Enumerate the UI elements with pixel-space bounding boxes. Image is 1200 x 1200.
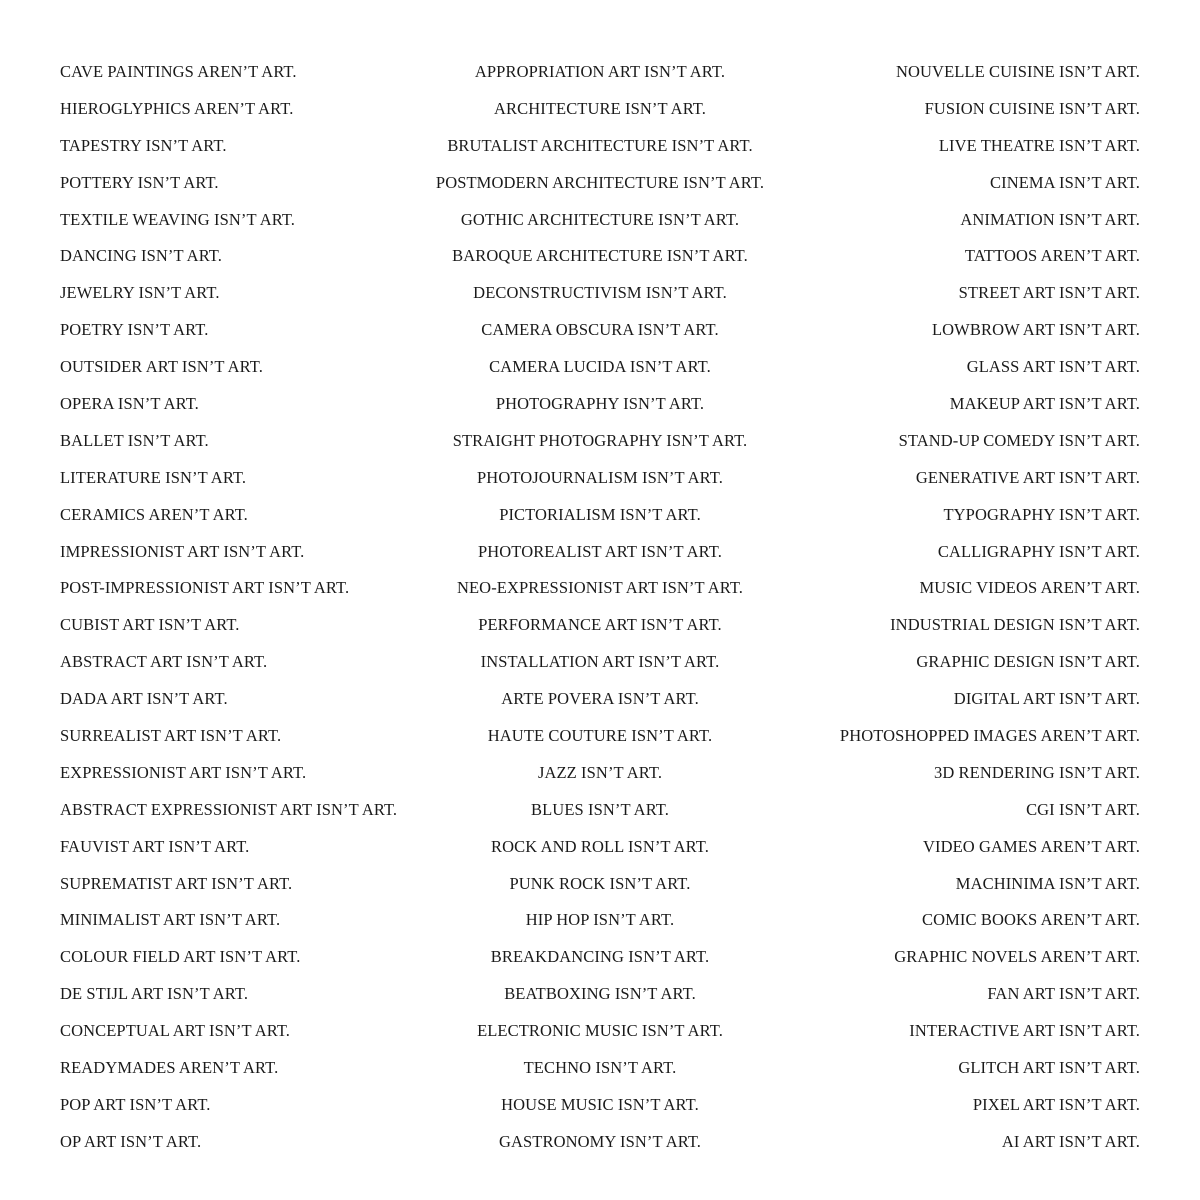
text-line: BREAKDANCING ISN’T ART.: [490, 947, 710, 967]
text-line: BALLET ISN’T ART.: [60, 430, 209, 450]
text-line: TATTOOS AREN’T ART.: [964, 246, 1140, 266]
text-line: CGI ISN’T ART.: [1026, 799, 1140, 819]
text-line: MAKEUP ART ISN’T ART.: [949, 394, 1140, 414]
text-line: BRUTALIST ARCHITECTURE ISN’T ART.: [447, 135, 753, 155]
text-line: ABSTRACT ART ISN’T ART.: [60, 652, 268, 672]
text-line: POTTERY ISN’T ART.: [60, 172, 219, 192]
text-line: ARCHITECTURE ISN’T ART.: [494, 98, 706, 118]
text-line: CAVE PAINTINGS AREN’T ART.: [60, 62, 297, 81]
text-line: POETRY ISN’T ART.: [60, 320, 209, 340]
text-line: FAN ART ISN’T ART.: [987, 984, 1140, 1004]
text-line: GLITCH ART ISN’T ART.: [958, 1058, 1140, 1078]
text-line: CONCEPTUAL ART ISN’T ART.: [60, 1021, 291, 1041]
text-line: ARTE POVERA ISN’T ART.: [501, 689, 699, 709]
text-line: NEO-EXPRESSIONIST ART ISN’T ART.: [456, 578, 744, 598]
text-line: GRAPHIC DESIGN ISN’T ART.: [916, 652, 1140, 672]
text-line: INDUSTRIAL DESIGN ISN’T ART.: [890, 615, 1140, 635]
text-line: OP ART ISN’T ART.: [60, 1131, 202, 1151]
text-line: CALLIGRAPHY ISN’T ART.: [937, 541, 1140, 561]
text-line: COLOUR FIELD ART ISN’T ART.: [60, 947, 301, 967]
text-line: PICTORIALISM ISN’T ART.: [499, 504, 701, 524]
text-line: DANCING ISN’T ART.: [60, 246, 222, 266]
text-line: HOUSE MUSIC ISN’T ART.: [501, 1094, 699, 1114]
text-line: HAUTE COUTURE ISN’T ART.: [487, 726, 713, 746]
text-line: GOTHIC ARCHITECTURE ISN’T ART.: [460, 209, 740, 229]
text-line: GASTRONOMY ISN’T ART.: [498, 1131, 702, 1151]
text-line: PUNK ROCK ISN’T ART.: [509, 873, 691, 893]
text-line: DECONSTRUCTIVISM ISN’T ART.: [473, 283, 727, 303]
text-line: TYPOGRAPHY ISN’T ART.: [943, 504, 1140, 524]
text-line: CUBIST ART ISN’T ART.: [60, 615, 240, 635]
text-line: STAND-UP COMEDY ISN’T ART.: [898, 430, 1140, 450]
text-line: VIDEO GAMES AREN’T ART.: [922, 836, 1140, 856]
column-left: [60, 54, 420, 1154]
text-line: INTERACTIVE ART ISN’T ART.: [909, 1021, 1140, 1041]
text-line: FAUVIST ART ISN’T ART.: [60, 836, 250, 856]
text-line: POSTMODERN ARCHITECTURE ISN’T ART.: [435, 172, 765, 192]
text-line: JAZZ ISN’T ART.: [537, 762, 663, 782]
text-line: GLASS ART ISN’T ART.: [966, 357, 1140, 377]
text-line: ANIMATION ISN’T ART.: [960, 209, 1140, 229]
text-line: AI ART ISN’T ART.: [1001, 1131, 1140, 1151]
text-line: MACHINIMA ISN’T ART.: [955, 873, 1140, 893]
text-line: PIXEL ART ISN’T ART.: [972, 1094, 1140, 1114]
text-line: POP ART ISN’T ART.: [60, 1094, 211, 1114]
text-grid: [60, 54, 1140, 1154]
text-line: CINEMA ISN’T ART.: [990, 172, 1140, 192]
text-line: OPERA ISN’T ART.: [60, 394, 199, 414]
text-line: DE STIJL ART ISN’T ART.: [60, 984, 249, 1004]
text-line: DADA ART ISN’T ART.: [60, 689, 228, 709]
text-line: 3D RENDERING ISN’T ART.: [933, 762, 1140, 782]
text-line: PHOTOSHOPPED IMAGES AREN’T ART.: [839, 726, 1140, 746]
text-line: LITERATURE ISN’T ART.: [60, 467, 247, 487]
text-line: PHOTOREALIST ART ISN’T ART.: [478, 541, 722, 561]
text-line: EXPRESSIONIST ART ISN’T ART.: [60, 762, 307, 782]
text-line: GENERATIVE ART ISN’T ART.: [915, 467, 1140, 487]
text-line: BEATBOXING ISN’T ART.: [504, 984, 696, 1004]
text-line: SURREALIST ART ISN’T ART.: [60, 726, 282, 746]
text-line: PHOTOJOURNALISM ISN’T ART.: [477, 467, 723, 487]
text-line: IMPRESSIONIST ART ISN’T ART.: [60, 541, 305, 561]
text-line: CERAMICS AREN’T ART.: [60, 504, 248, 524]
text-line: BAROQUE ARCHITECTURE ISN’T ART.: [452, 246, 748, 266]
text-line: HIP HOP ISN’T ART.: [525, 910, 675, 930]
text-line: MUSIC VIDEOS AREN’T ART.: [919, 578, 1140, 598]
text-line: COMIC BOOKS AREN’T ART.: [922, 910, 1140, 930]
text-line: PHOTOGRAPHY ISN’T ART.: [495, 394, 705, 414]
text-line: SUPREMATIST ART ISN’T ART.: [60, 873, 293, 893]
text-line: READYMADES AREN’T ART.: [60, 1058, 279, 1078]
text-line: LIVE THEATRE ISN’T ART.: [938, 135, 1140, 155]
text-line: ROCK AND ROLL ISN’T ART.: [491, 836, 709, 856]
text-line: MINIMALIST ART ISN’T ART.: [60, 910, 281, 930]
column-right: [780, 54, 1140, 1154]
text-line: PERFORMANCE ART ISN’T ART.: [478, 615, 722, 635]
text-line: CAMERA LUCIDA ISN’T ART.: [489, 357, 711, 377]
text-line: APPROPRIATION ART ISN’T ART.: [474, 62, 726, 81]
text-line: TECHNO ISN’T ART.: [523, 1058, 677, 1078]
text-line: DIGITAL ART ISN’T ART.: [953, 689, 1140, 709]
text-line: ABSTRACT EXPRESSIONIST ART ISN’T ART.: [60, 799, 398, 819]
text-line: FUSION CUISINE ISN’T ART.: [924, 98, 1140, 118]
text-line: POST-IMPRESSIONIST ART ISN’T ART.: [60, 578, 350, 598]
text-line: INSTALLATION ART ISN’T ART.: [480, 652, 720, 672]
text-line: TEXTILE WEAVING ISN’T ART.: [60, 209, 296, 229]
text-line: ELECTRONIC MUSIC ISN’T ART.: [477, 1021, 723, 1041]
text-line: GRAPHIC NOVELS AREN’T ART.: [894, 947, 1140, 967]
text-line: LOWBROW ART ISN’T ART.: [931, 320, 1140, 340]
text-line: TAPESTRY ISN’T ART.: [60, 135, 227, 155]
text-line: STREET ART ISN’T ART.: [958, 283, 1140, 303]
text-line: JEWELRY ISN’T ART.: [60, 283, 220, 303]
text-line: CAMERA OBSCURA ISN’T ART.: [481, 320, 719, 340]
text-line: BLUES ISN’T ART.: [531, 799, 669, 819]
text-line: OUTSIDER ART ISN’T ART.: [60, 357, 263, 377]
text-line: HIEROGLYPHICS AREN’T ART.: [60, 98, 294, 118]
text-line: NOUVELLE CUISINE ISN’T ART.: [896, 62, 1140, 81]
text-line: STRAIGHT PHOTOGRAPHY ISN’T ART.: [452, 430, 748, 450]
